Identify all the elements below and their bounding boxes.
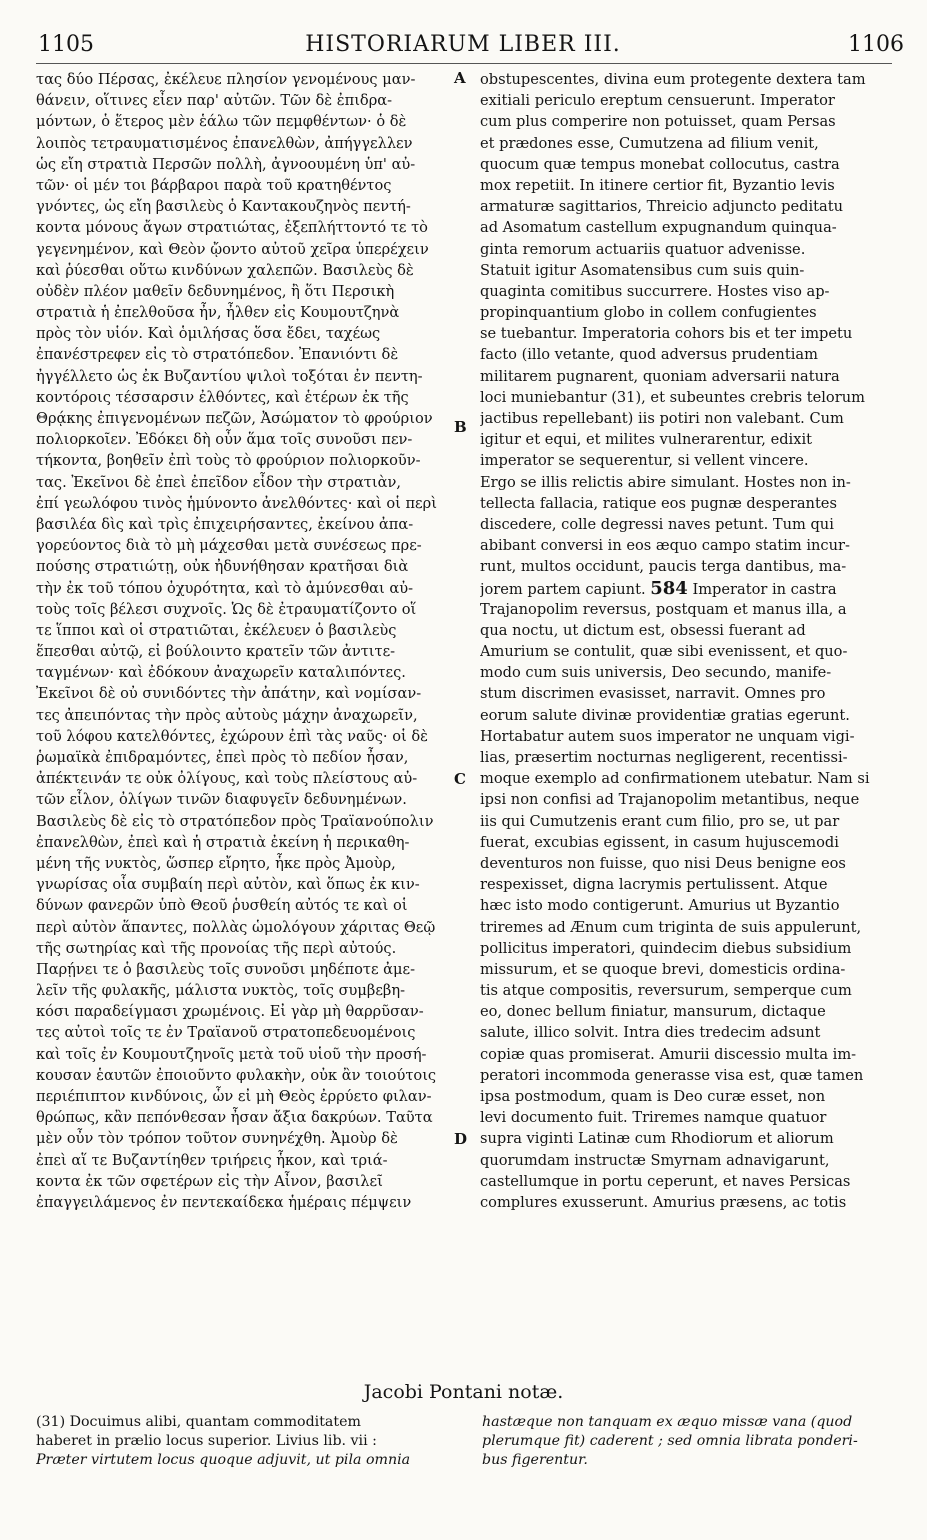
text-line: stum discrimen evasisset, narravit. Omnes pro (480, 685, 826, 703)
text-line: τήκοντα, βοηθεῖν ἐπὶ τοὺς τὸ φρούριον πολιορκοῦν- (36, 452, 421, 470)
text-line: Θρᾴκης ἐπιγενομένων πεζῶν, Ἀσώματον τὸ φρούριον (36, 410, 433, 427)
text-line: γορεύοντος διὰ τὸ μὴ μάχεσθαι μετὰ συνέσεως πρε- (36, 537, 422, 555)
page-marker-number: 584 (650, 577, 688, 599)
text-line: Trajanopolim reversus, postquam et manus illa, a (480, 600, 847, 618)
text-line: καὶ τοῖς ἐν Κουμουτζηνοῖς μετὰ τοῦ υἱοῦ τὴν προσή- (36, 1045, 427, 1063)
page-header (14, 30, 912, 60)
text-line: ipsi non confisi ad Trajanopolim metantibus, neque (480, 791, 860, 809)
text-line: tis atque compositis, reversurum, semperque cum (480, 982, 852, 1000)
text-line: ἐπί γεωλόφου τινὸς ἡμύνοντο ἀνελθόντες· καὶ οἱ περὶ (36, 494, 437, 512)
text-line: μὲν οὖν τὸν τρόπον τοῦτον συνηνέχθη. Ἀμοὺρ δὲ (36, 1130, 398, 1148)
text-line: τες αὐτοὶ τοῖς τε ἐν Τραϊανοῦ στρατοπεδευομένοις (36, 1024, 416, 1042)
text-line: πούσης στρατιώτῃ, οὐκ ἠδυνήθησαν κρατῆσαι διὰ (36, 558, 409, 576)
text-line: καὶ ῥύεσθαι οὕτω κινδύνων χαλεπῶν. Βασιλεὺς δὲ (36, 261, 414, 279)
text-line: κόσι παραδείγμασι χρωμένοις. Εἰ γὰρ μὴ θαρρῦσαν- (36, 1003, 424, 1021)
text-line: mox repetiit. In itinere certior fit, Byzantio levis (480, 176, 835, 194)
text-line: Ἐκεῖνοι δὲ οὐ συνιδόντες τὴν ἀπάτην, καὶ νομίσαν- (36, 685, 422, 703)
text-line: γεγενημένον, καὶ Θεὸν ᾤοντο αὐτοῦ χεῖρα ὑπερέχειν (36, 240, 429, 258)
note-line: haberet in prælio locus superior. Livius lib. vii : (36, 1433, 377, 1449)
note-line: (31) Docuimus alibi, quantam commoditatem (36, 1414, 361, 1430)
margin-letter-c: C (454, 770, 466, 788)
greek-text-column (36, 69, 464, 1213)
text-line: Βασιλεὺς δὲ εἰς τὸ στρατόπεδον πρὸς Τραϊανούπολιν (36, 812, 434, 830)
text-line: copiæ quas promiserat. Amurii discessio multa im- (480, 1045, 857, 1063)
text-line: δύνων φανερῶν ὑπὸ Θεοῦ ῥυσθείη αὐτός τε καὶ οἱ (36, 897, 408, 915)
text-line: peratori incommoda generasse visa est, quæ tamen (480, 1066, 864, 1084)
note-line: hastæque non tanquam ex æquo missæ vana (quod (482, 1414, 853, 1430)
text-line: deventuros non fuisse, quo nisi Deus benigne eos (480, 854, 846, 872)
text-line: κοντα ἐκ τῶν σφετέρων εἰς τὴν Αἶνον, βασιλεῖ (36, 1172, 383, 1190)
text-line: ἕπεσθαι αὐτῷ, εἰ βούλοιντο κρατεῖν τῶν ἀντιτε- (36, 643, 396, 661)
text-line: τοὺς τοῖς βέλεσι συχνοῖς. Ὡς δὲ ἐτραυματίζοντο οἵ (36, 600, 417, 618)
notes-left-column (36, 1413, 464, 1470)
text-line: μόντων, ὁ ἕτερος μὲν ἑάλω τῶν πεμφθέντων· ὁ δὲ (36, 113, 407, 131)
text-line: θάνειν, οἵτινες εἶεν παρ' αὐτῶν. Τῶν δὲ ἐπιδρα- (36, 92, 393, 110)
text-line: imperator se sequerentur, si vellent vincere. (480, 452, 809, 470)
text-line: iis qui Cumutzenis erant cum filio, pro se, ut par (480, 812, 840, 830)
note-line: plerumque fit) caderent ; sed omnia librata ponderi- (482, 1433, 858, 1449)
text-line: quorumdam instructæ Smyrnam adnavigarunt, (480, 1151, 830, 1169)
text-line: exitiali periculo ereptum censuerunt. Imperator (480, 92, 835, 110)
text-line: ῥωμαϊκὰ ἐπιδραμόντες, ἐπεὶ πρὸς τὸ πεδίον ἦσαν, (36, 749, 409, 766)
text-line: Ergo se illis relictis abire simulant. Hostes non in- (480, 473, 851, 491)
text-line: eo, donec bellum finiatur, mansurum, dictaque (480, 1003, 826, 1021)
text-line: triremes ad Ænum cum triginta de suis appulerunt, (480, 918, 862, 936)
text-line: λεῖν τῆς φυλακῆς, μάλιστα νυκτὸς, τοῖς συμβεβη- (36, 982, 406, 1000)
text-line: Παρῄνει τε ὁ βασιλεὺς τοῖς συνοῦσι μηδέποτε ἀμε- (36, 960, 416, 978)
text-line: τῆς σωτηρίας καὶ τῆς προνοίας τῆς περὶ αὐτούς. (36, 939, 397, 957)
text-line: γνόντες, ὡς εἴη βασιλεὺς ὁ Καντακουζηνὸς πεντή- (36, 198, 411, 216)
text-line: salute, illico solvit. Intra dies tredecim adsunt (480, 1024, 821, 1042)
text-line: moque exemplo ad confirmationem utebatur. Nam si (480, 770, 870, 788)
margin-letter-d: D (454, 1130, 468, 1148)
text-line: militarem pugnarent, quoniam adversarii natura (480, 367, 840, 385)
text-line: loci muniebantur (31), et subeuntes crebris telorum (480, 388, 865, 406)
text-line: propinquantium globo in collem confugientes (480, 304, 817, 322)
text-line: qua noctu, ut dictum est, obsessi fuerant ad (480, 621, 806, 639)
text-line: ὡς εἴη στρατιὰ Περσῶν πολλὴ, ἀγνοουμένη ὑπ' αὐ- (36, 155, 416, 173)
text-line: ipsa postmodum, quam is Deo curæ esset, non (480, 1088, 826, 1105)
text-line: hæc isto modo contigerunt. Amurius ut Byzantio (480, 897, 840, 915)
text-line: se tuebantur. Imperatoria cohors bis et ter impetu (480, 325, 853, 343)
text-line: levi documento fuit. Triremes namque quatuor (480, 1109, 827, 1127)
text-line: ἀπέκτεινάν τε οὐκ ὀλίγους, καὶ τοὺς πλείστους αὐ- (36, 770, 418, 788)
text-line: κοντα μόνους ἄγων στρατιώτας, ἐξεπλήττοντό τε τὸ (36, 219, 428, 237)
text-line: ginta remorum actuariis quatuor advenisse. (480, 240, 806, 258)
page-number-right: 1106 (848, 32, 904, 57)
text-line: quaginta comitibus succurrere. Hostes viso ap- (480, 282, 830, 300)
text-line: περιέπιπτον κινδύνοις, ὧν εἰ μὴ Θεὸς ἐρρύετο φιλαν- (36, 1088, 432, 1105)
text-line: igitur et equi, et milites vulnerarentur, edixit (480, 431, 812, 449)
page-number-left: 1105 (38, 32, 94, 57)
notes-title: Jacobi Pontani notæ. (363, 1381, 564, 1403)
text-line-tail: Imperator in castra (692, 580, 837, 598)
text-line: τας. Ἐκεῖνοι δὲ ἐπεὶ ἐπεῖδον εἶδον τὴν στρατιὰν, (36, 473, 401, 491)
text-line: Amurium se contulit, quæ sibi evenissent, et quo- (480, 643, 848, 661)
text-line: ἠγγέλλετο ὡς ἐκ Βυζαντίου ψιλοὶ τοξόται ἐν πεντη- (36, 367, 423, 385)
text-line: βασιλέα δὶς καὶ τρὶς ἐπιχειρήσαντες, ἐκείνου ἀπα- (36, 515, 414, 533)
text-line: missurum, et se quoque brevi, domesticis ordina- (480, 960, 846, 978)
text-line: στρατιὰ ἡ ἐπελθοῦσα ἦν, ἦλθεν εἰς Κουμουτζηνὰ (36, 304, 400, 322)
text-line: θρώπως, κἂν πεπόνθεσαν ἦσαν ἄξια δακρύων. Ταῦτα (36, 1109, 433, 1127)
note-line: bus figerentur. (482, 1452, 588, 1468)
text-line: pollicitus imperatori, quindecim diebus subsidium (480, 939, 852, 957)
text-line: jorem partem capiunt. 584 Imperator in castra (480, 577, 837, 599)
text-line: supra viginti Latinæ cum Rhodiorum et aliorum (480, 1130, 834, 1148)
text-line: cum plus comperire non potuisset, quam Persas (480, 113, 836, 131)
text-line: discedere, colle degressi naves petunt. Tum qui (480, 515, 834, 533)
text-line: armaturæ sagittarios, Threicio adjuncto peditatu (480, 198, 843, 216)
text-line: Hortabatur autem suos imperator ne unquam vigi- (480, 727, 855, 745)
text-line: ad Asomatum castellum expugnandum quinqua- (480, 219, 837, 237)
text-line: τας δύο Πέρσας, ἐκέλευε πλησίον γενομένους μαν- (36, 71, 416, 88)
notes-right-column (482, 1413, 892, 1470)
text-line: τῶν εἷλον, ὀλίγων τινῶν διαφυγεῖν δεδυνημένων. (36, 791, 407, 809)
text-line: lias, præsertim nocturnas negligerent, recentissi- (480, 749, 848, 766)
text-line: τὴν ἐκ τοῦ τόπου ὀχυρότητα, καὶ τὸ ἀμύνεσθαι αὐ- (36, 579, 414, 597)
text-line: περὶ αὐτὸν ἅπαντες, πολλὰς ὡμολόγουν χάριτας Θεῷ (36, 918, 436, 936)
text-line: ἐπαγγειλάμενος ἐν πεντεκαίδεκα ἡμέραις πέμψειν (36, 1193, 412, 1211)
running-title: HISTORIARUM LIBER III. (305, 32, 621, 57)
text-line: abibant conversi in eos æquo campo statim incur- (480, 537, 850, 555)
text-line: ἐπανελθὼν, ἐπεὶ καὶ ἡ στρατιὰ ἐκείνη ἡ περικαθη- (36, 833, 410, 851)
text-line: πολιορκοῖεν. Ἐδόκει δὴ οὖν ἅμα τοῖς συνοῦσι πεν- (36, 431, 413, 449)
text-line: οὐδὲν πλέον μαθεῖν δεδυνημένος, ἢ ὅτι Περσικὴ (36, 282, 395, 300)
text-line: jactibus repellebant) iis potiri non valebant. Cum (480, 410, 844, 427)
text-line: facto (illo vetante, quod adversus prudentiam (480, 346, 818, 364)
text-line: castellumque in portu ceperunt, et naves Persicas (480, 1172, 851, 1190)
text-line: κοντόροις τέσσαρσιν ἐλθόντες, καὶ ἑτέρων ἐκ τῆς (36, 388, 409, 406)
text-line: respexisset, digna lacrymis pertulissent. Atque (480, 876, 828, 894)
header-rule (36, 63, 892, 64)
text-line: λοιπὸς τετραυματισμένος ἐπανελθὼν, ἀπήγγελλεν (36, 134, 413, 152)
text-line: τῶν· οἱ μέν τοι βάρβαροι παρὰ τοῦ κρατηθέντος (36, 176, 392, 194)
text-line: tellecta fallacia, ratique eos pugnæ desperantes (480, 494, 837, 512)
text-line: τοῦ λόφου κατελθόντες, ἐχώρουν ἐπὶ τὰς ναῦς· οἱ δὲ (36, 727, 428, 745)
text-line: μένη τῆς νυκτὸς, ὥσπερ εἴρητο, ἧκε πρὸς Ἀμοὺρ, (36, 854, 396, 872)
text-line: ταγμένων· καὶ ἐδόκουν ἀναχωρεῖν καταλιπόντες. (36, 664, 406, 682)
text-line: runt, multos occidunt, paucis terga dantibus, ma- (480, 558, 847, 576)
margin-letter-a: A (454, 69, 466, 87)
text-line: obstupescentes, divina eum protegente dextera tam (480, 71, 866, 88)
text-line: ἐπεὶ αἵ τε Βυζαντίηθεν τριήρεις ἧκον, καὶ τριά- (36, 1151, 388, 1169)
text-line: γνωρίσας οἷα συμβαίη περὶ αὐτὸν, καὶ ὅπως ἐκ κιν- (36, 876, 420, 894)
text-line: Statuit igitur Asomatensibus cum suis quin- (480, 261, 805, 279)
text-line: fuerat, excubias egissent, in casum hujuscemodi (480, 833, 839, 851)
note-line-italic: Præter virtutem locus quoque adjuvit, ut pila omnia (36, 1452, 411, 1468)
text-line: κουσαν ἑαυτῶν ἐποιοῦντο φυλακὴν, οὐκ ἂν τοιούτοις (36, 1066, 437, 1084)
text-line: modo cum suis universis, Deo secundo, manife- (480, 664, 832, 682)
text-line: et prædones esse, Cumutzena ad filium venit, (480, 134, 819, 152)
text-line: quocum quæ tempus monebat collocutus, castra (480, 155, 840, 173)
text-line: τες ἀπειπόντας τὴν πρὸς αὐτοὺς μάχην ἀναχωρεῖν, (36, 706, 418, 724)
text-line: πρὸς τὸν υἱόν. Καὶ ὁμιλήσας ὅσα ἔδει, ταχέως (36, 325, 381, 343)
margin-letter-b: B (454, 418, 467, 436)
text-line: ἐπανέστρεφεν εἰς τὸ στρατόπεδον. Ἐπανιόντι δὲ (36, 346, 399, 364)
text-line: eorum salute divinæ providentiæ gratias egerunt. (480, 706, 850, 724)
latin-text-column (480, 69, 892, 1213)
text-line: τε ἵπποι καὶ οἱ στρατιῶται, ἐκέλευεν ὁ βασιλεὺς (36, 621, 397, 639)
text-line: complures exusserunt. Amurius præsens, ac totis (480, 1193, 847, 1211)
